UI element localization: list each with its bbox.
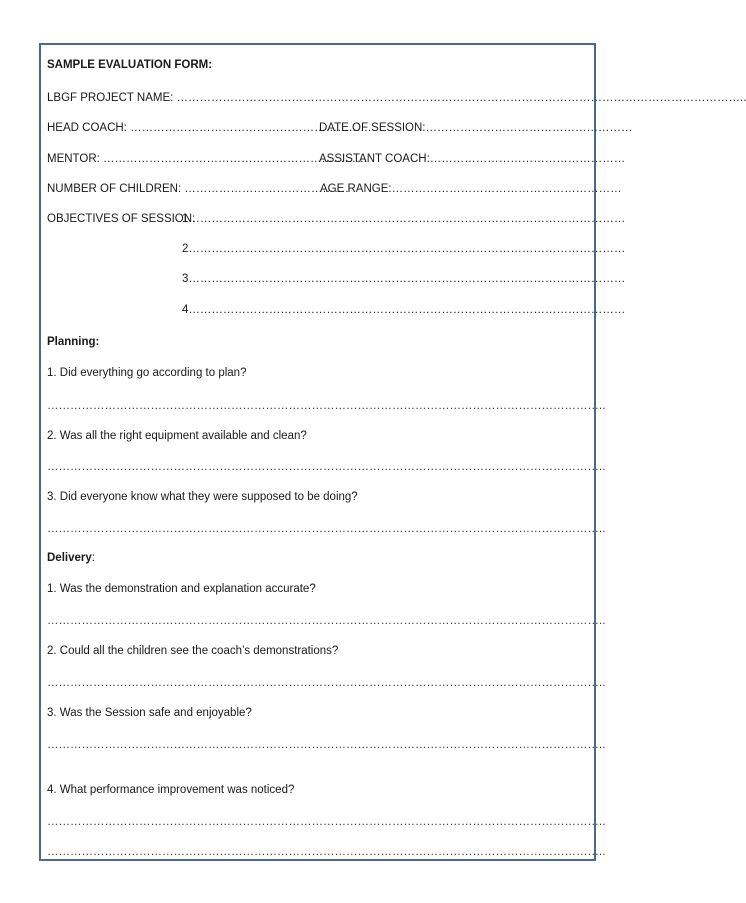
delivery-heading: Delivery	[47, 552, 92, 564]
delivery-answer-2[interactable]: ………………………………………………………………………………………………………………………………..	[47, 677, 606, 689]
objective-3-field[interactable]: 3……………………………………………………………………………………………………	[182, 273, 626, 285]
objective-2-field[interactable]: 2……………………………………………………………………………………………………	[182, 243, 626, 255]
planning-question-3: 3. Did everyone know what they were supposed to be doing?	[47, 491, 358, 503]
delivery-heading-line	[47, 551, 95, 565]
planning-heading: Planning:	[47, 336, 100, 348]
planning-answer-3[interactable]: ………………………………………………………………………………………………………………………………..	[47, 523, 606, 535]
mentor-field[interactable]: MENTOR: ……………………………………………………………	[47, 153, 368, 165]
planning-answer-1[interactable]: ………………………………………………………………………………………………………………………………..	[47, 400, 606, 412]
assistant-coach-field[interactable]: ASSISTANT COACH:……………………………………………	[319, 153, 626, 165]
planning-answer-2[interactable]: ………………………………………………………………………………………………………………………………..	[47, 461, 606, 473]
delivery-question-2: 2. Could all the children see the coach’s demonstrations?	[47, 645, 339, 657]
date-of-session-field[interactable]: DATE OF SESSION:………………………………………………	[319, 122, 633, 134]
objective-4-field[interactable]: 4……………………………………………………………………………………………………	[182, 304, 626, 316]
form-title: SAMPLE EVALUATION FORM:	[47, 59, 213, 71]
delivery-heading-colon: :	[91, 552, 95, 564]
number-of-children-field[interactable]: NUMBER OF CHILDREN: …………………………………….	[47, 183, 349, 195]
objective-1-field[interactable]: 1……………………………………………………………………………………………………	[182, 213, 626, 225]
delivery-answer-3[interactable]: ………………………………………………………………………………………………………………………………..	[47, 739, 606, 751]
planning-question-1: 1. Did everything go according to plan?	[47, 367, 247, 379]
delivery-question-3: 3. Was the Session safe and enjoyable?	[47, 707, 252, 719]
planning-question-2: 2. Was all the right equipment available and clean?	[47, 430, 307, 442]
delivery-question-4: 4. What performance improvement was noticed?	[47, 784, 295, 796]
objectives-label: OBJECTIVES OF SESSION:	[47, 213, 196, 225]
delivery-answer-4a[interactable]: ………………………………………………………………………………………………………………………………..	[47, 816, 606, 828]
delivery-question-1: 1. Was the demonstration and explanation accurate?	[47, 583, 316, 595]
head-coach-field[interactable]: HEAD COACH: ………………………………………………………	[47, 122, 372, 134]
delivery-answer-1[interactable]: ………………………………………………………………………………………………………………………………..	[47, 615, 606, 627]
delivery-answer-4b[interactable]: ………………………………………………………………………………………………………………………………..	[47, 846, 606, 858]
age-range-field[interactable]: AGE RANGE:……………………………………………………	[320, 183, 622, 195]
project-name-field[interactable]: LBGF PROJECT NAME: …………………………………………………………………………………………………………………………………..	[47, 92, 746, 104]
